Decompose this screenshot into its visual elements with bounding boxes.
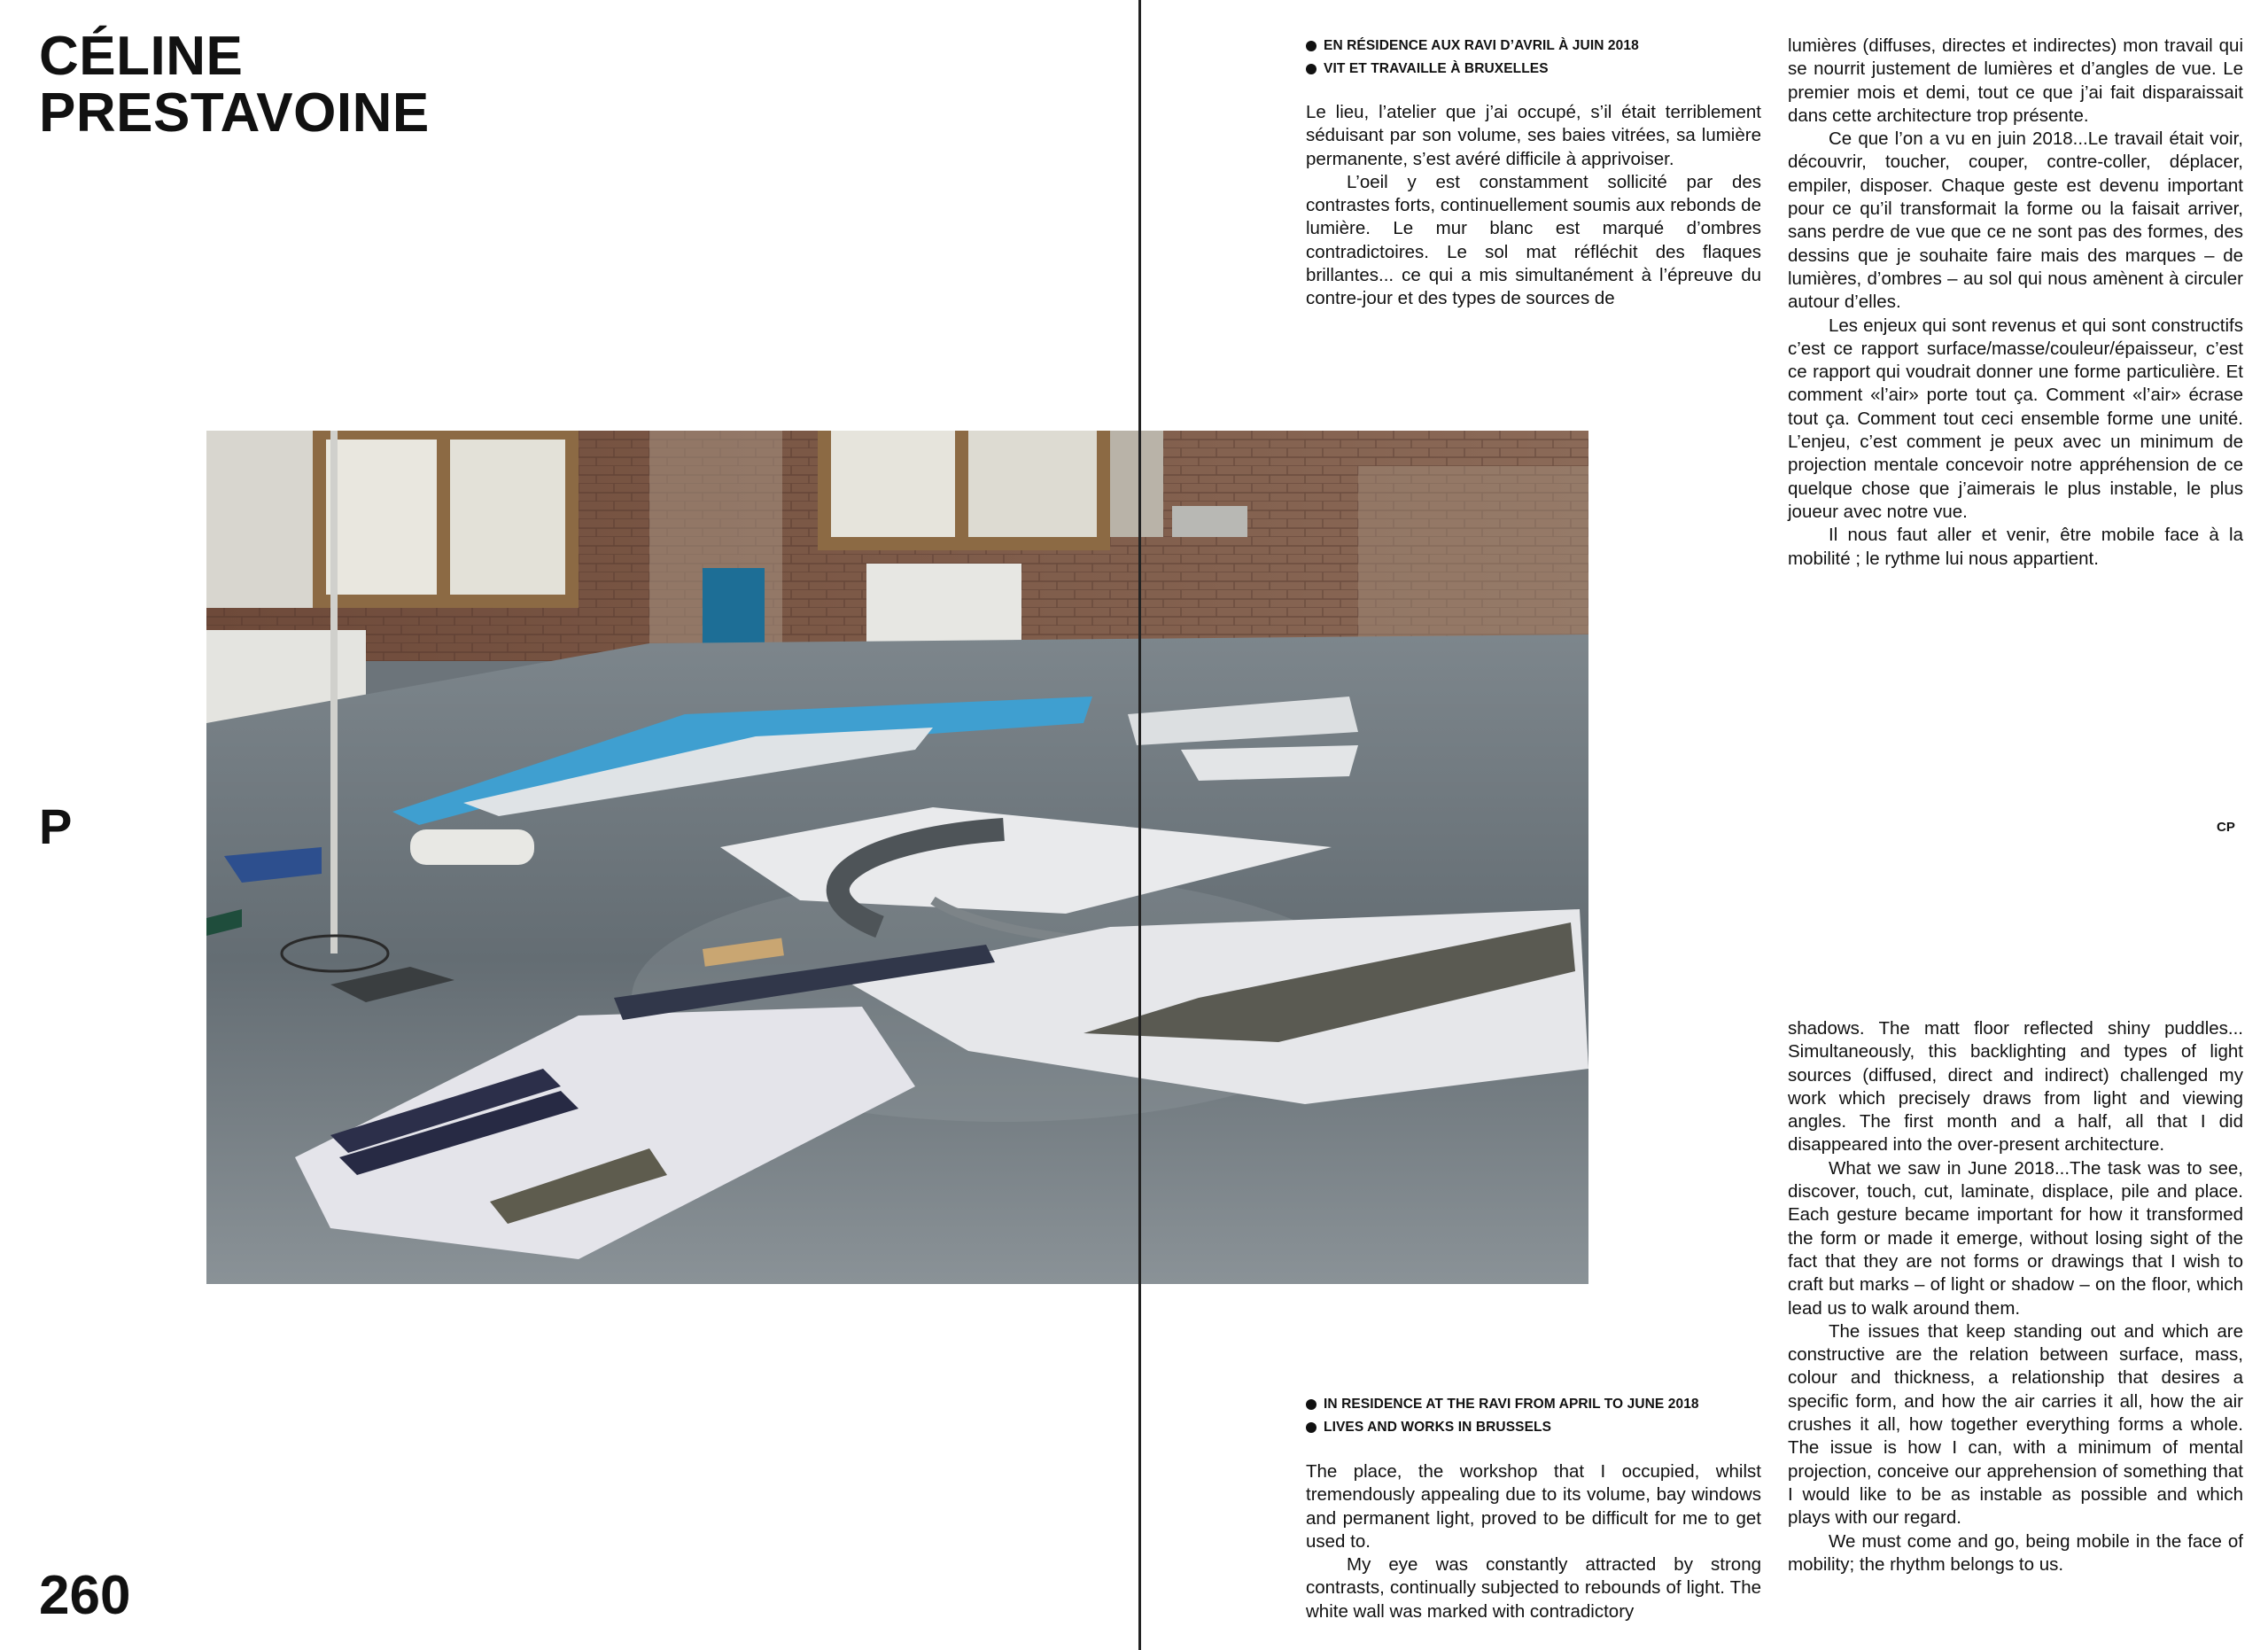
studio-photo xyxy=(206,431,1588,1284)
paragraph: Ce que l’on a vu en juin 2018...Le travail était voir, découvrir, toucher, couper, contre-coller, déplacer, empiler, disposer. Chaque geste est devenu important pour ce qu’il transformait la forme ou la faisait arriver, sans perdre de vue que ce ne sont pas des formes, des dessins que je souhaite faire mais des marques – de lumières, d’ombres – au sol qui nous amènent à circuler autour d’elles. xyxy=(1788,128,2243,313)
paragraph: Il nous faut aller et venir, être mobile face à la mobilité ; le rythme lui nous appartient. xyxy=(1788,525,2243,569)
english-column-1 xyxy=(1306,1460,1761,1623)
tag-residence-en: IN RESIDENCE AT THE RAVI FROM APRIL TO JUNE 2018 xyxy=(1306,1393,1767,1416)
page-number: 260 xyxy=(39,1565,131,1626)
section-letter: P xyxy=(39,798,73,854)
paragraph: We must come and go, being mobile in the face of mobility; the rhythm belongs to us. xyxy=(1788,1530,2243,1575)
paragraph: The issues that keep standing out and which are constructive are the relation between surface, mass, colour and thickness, a relationship that desires a specific form, and how the air carries it all, how the air crushes it all, how together everything forms a whole. The issue is how I can, with a minimum of mental projection, conceive our apprehension of something that I would like to be as instable as possible and which plays with our regard. xyxy=(1788,1320,2243,1529)
paragraph: Les enjeux qui sont revenus et qui sont constructifs c’est ce rapport surface/masse/couleur/épaisseur, c’est ce rapport qui voudrait donner une forme particulière. Et comment «l’air» porte tout ça. Comment «l’air» écrase tout ça. Comment tout ceci ensemble forme une unité. L’enjeu, c’est comment je peux avec un minimum de projection mentale concevoir notre appréhension de ce quelque chose que j’aimerais le plus instable, le plus joueur avec notre vue. xyxy=(1788,315,2243,522)
artist-name xyxy=(39,28,430,142)
french-column-1 xyxy=(1306,101,1761,311)
paragraph: Le lieu, l’atelier que j’ai occupé, s’il était terriblement séduisant par son volume, ses baies vitrées, sa lumière permanente, s’est avéré difficile à apprivoiser. xyxy=(1306,102,1761,169)
artist-first-name: CÉLINE xyxy=(39,26,244,87)
author-initials: CP xyxy=(2217,820,2235,835)
french-column-2 xyxy=(1788,35,2243,571)
paragraph: My eye was constantly attracted by strong contrasts, continually subjected to rebounds of light. The white wall was marked with contradictory xyxy=(1306,1554,1761,1622)
paragraph: The place, the workshop that I occupied, whilst tremendously appealing due to its volume, bay windows and permanent light, proved to be difficult for me to get used to. xyxy=(1306,1461,1761,1552)
paragraph: L’oeil y est constamment sollicité par des contrastes forts, continuellement soumis aux rebonds de lumière. Le mur blanc est marqué d’ombres contradictoires. Le sol mat réfléchit des flaques brillantes... ce qui a mis simultanément à l’épreuve du contre-jour et des types de sources de xyxy=(1306,171,1761,309)
english-column-2 xyxy=(1788,1017,2243,1576)
tag-location-en: LIVES AND WORKS IN BRUSSELS xyxy=(1306,1416,1767,1439)
paragraph: What we saw in June 2018...The task was to see, discover, touch, cut, laminate, displace, pile and place. Each gesture became important for how it transformed the form or made it emerge, without losing sight of the fact that they are not forms or drawings that I wish to craft but marks – of light or shadow – on the floor, which lead us to walk around them. xyxy=(1788,1157,2243,1319)
english-tags xyxy=(1306,1393,1767,1439)
tag-residence-fr: EN RÉSIDENCE AUX RAVI D’AVRIL À JUIN 2018 xyxy=(1306,35,1767,58)
tag-location-fr: VIT ET TRAVAILLE À BRUXELLES xyxy=(1306,58,1767,81)
artist-last-name: PRESTAVOINE xyxy=(39,82,430,144)
gutter-line xyxy=(1138,0,1141,1650)
french-tags xyxy=(1306,35,1767,81)
paragraph: shadows. The matt floor reflected shiny puddles... Simultaneously, this backlighting and types of light sources (diffused, direct and indirect) challenged my work which precisely draws from light and viewing angles. The first month and a half, all that I did disappeared into the over-present architecture. xyxy=(1788,1018,2243,1156)
paragraph: lumières (diffuses, directes et indirectes) mon travail qui se nourrit justement de lumières et d’angles de vue. Le premier mois et demi, tout ce que j’ai fait disparaissait dans cette architecture trop présente. xyxy=(1788,35,2243,126)
